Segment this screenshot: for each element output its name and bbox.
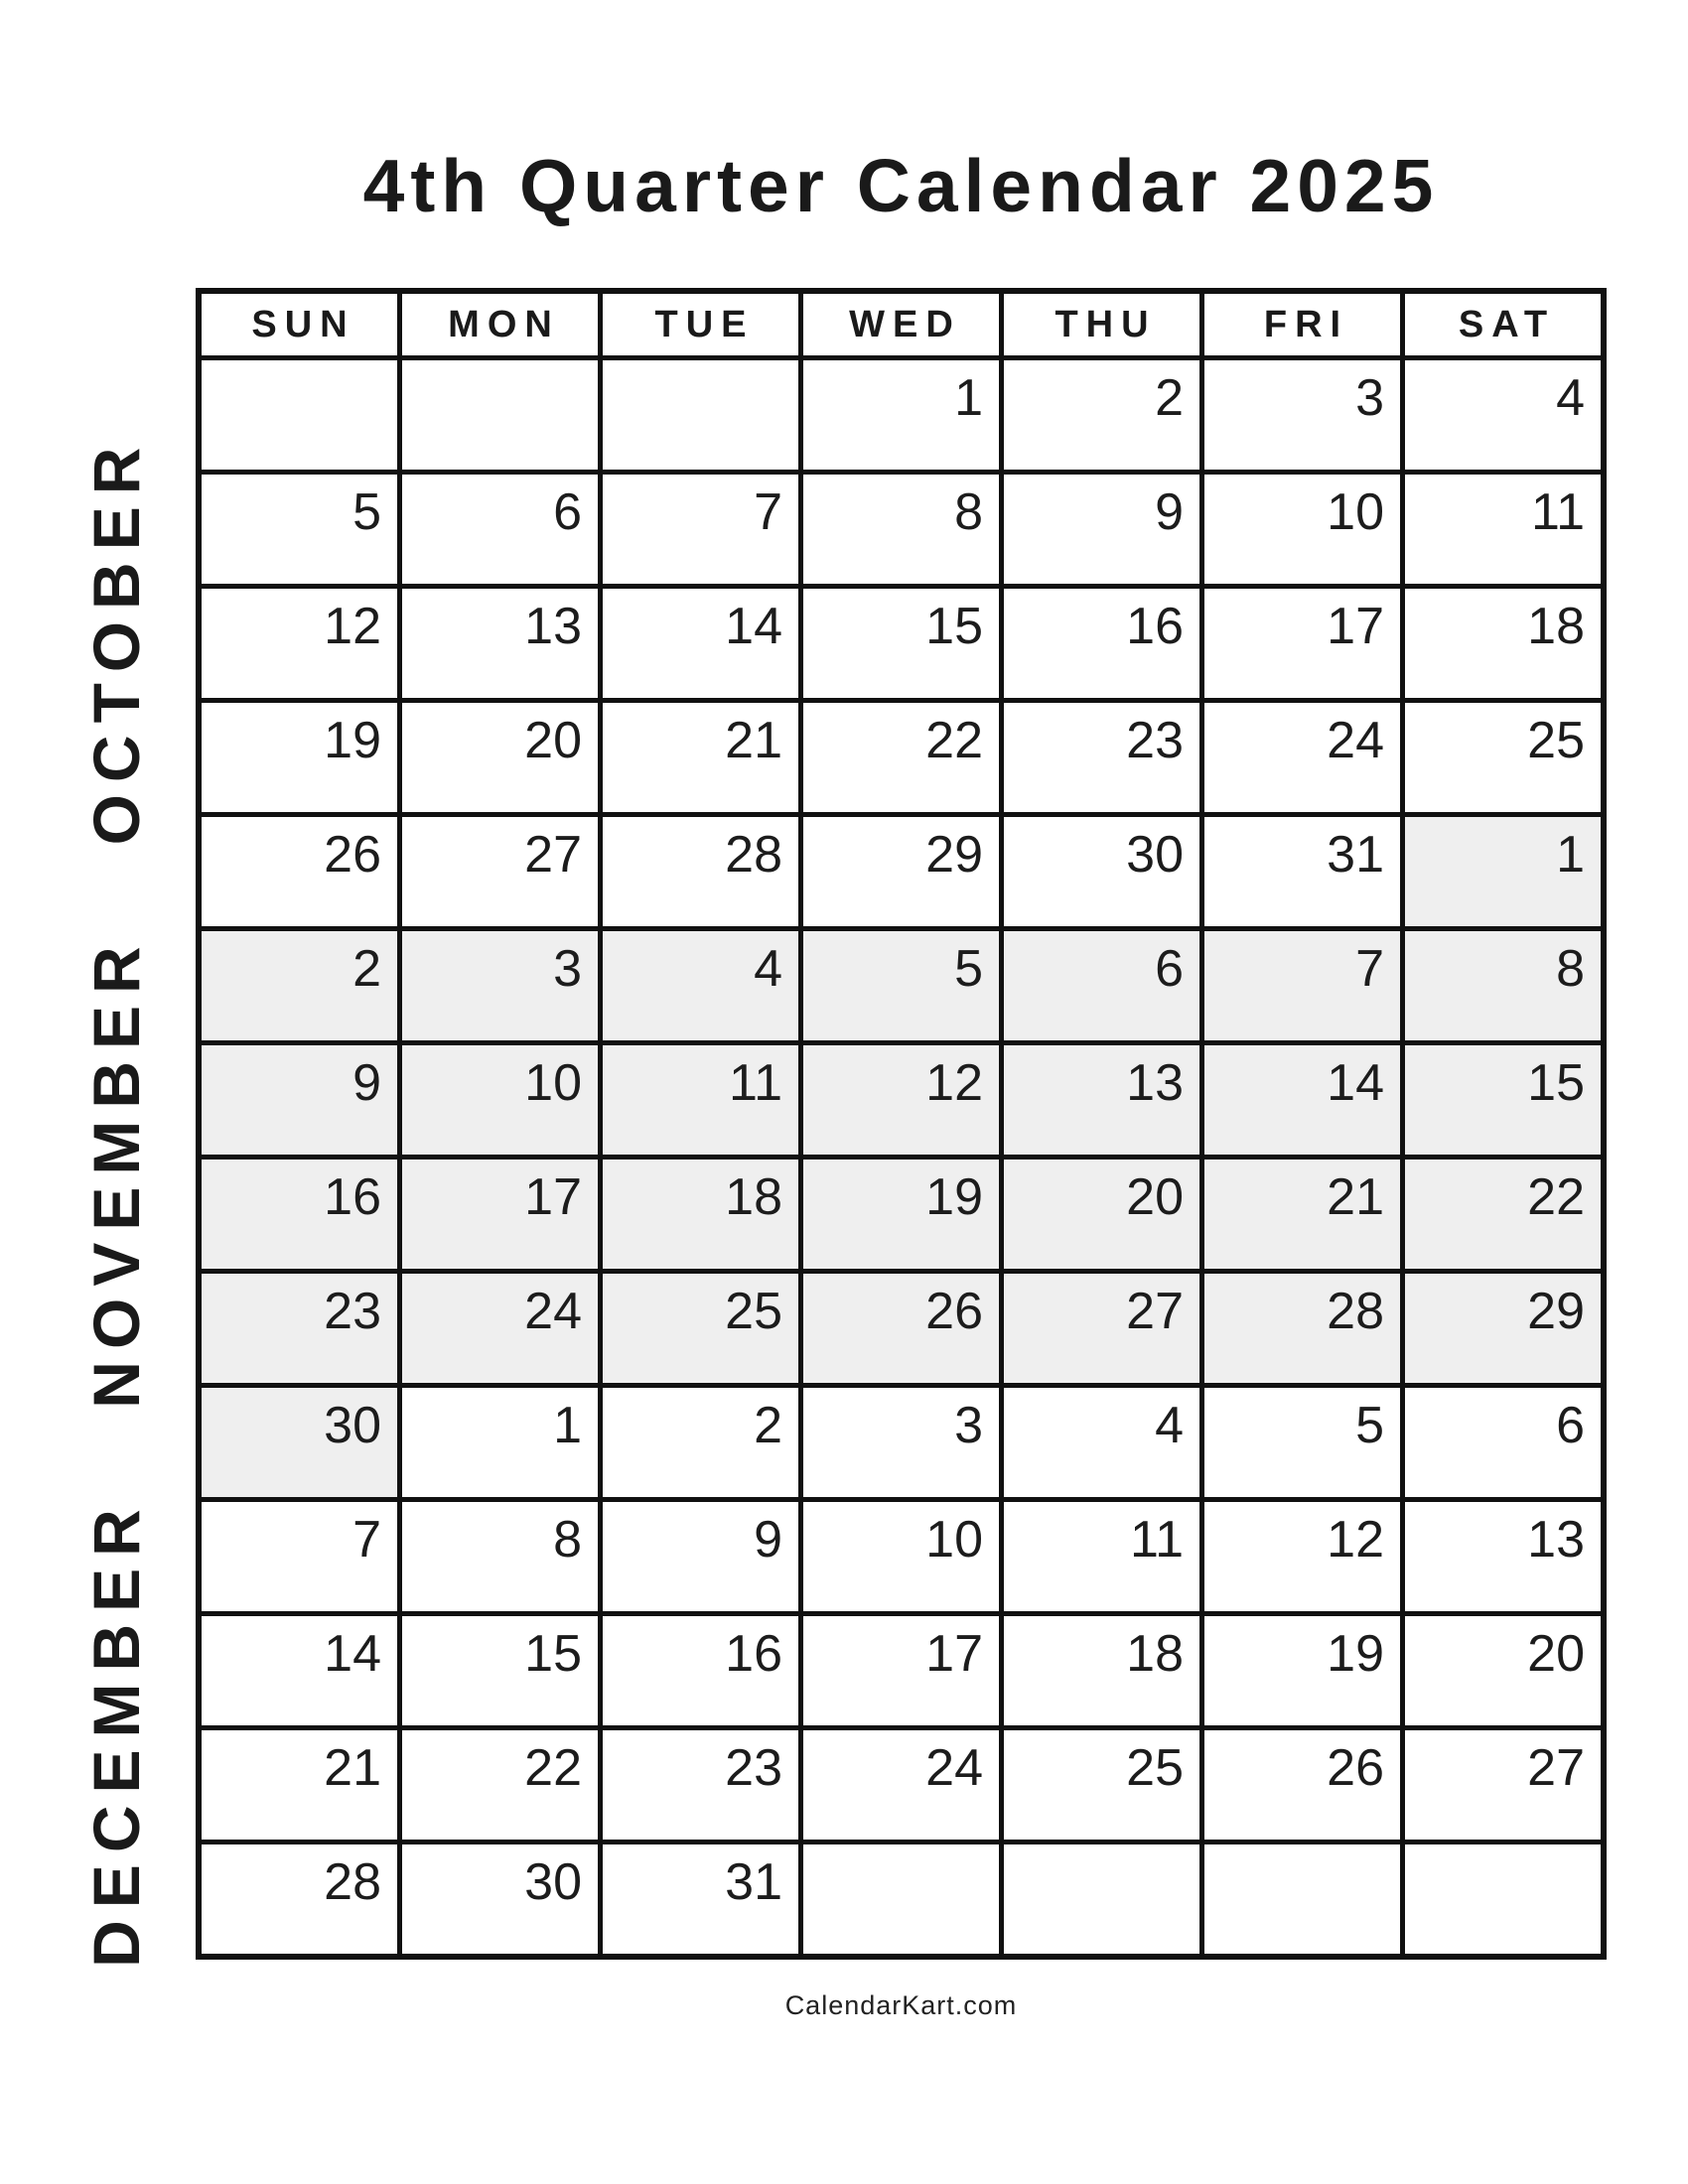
day-number: 1 — [1556, 826, 1585, 884]
calendar-cell — [402, 1730, 598, 1840]
day-number: 29 — [925, 826, 983, 884]
day-number: 30 — [1126, 826, 1184, 884]
calendar-cell — [402, 360, 598, 470]
day-number: 22 — [1527, 1168, 1585, 1226]
calendar-cell — [202, 1502, 397, 1611]
calendar-cell — [402, 1274, 598, 1383]
month-label-november: NOVEMBER — [79, 934, 153, 1409]
calendar-cell — [1204, 1274, 1400, 1383]
day-number: 12 — [925, 1054, 983, 1112]
calendar-cell — [1204, 589, 1400, 698]
day-header-sat: SAT — [1405, 294, 1601, 355]
day-number: 11 — [1130, 1511, 1184, 1569]
day-number: 23 — [725, 1739, 782, 1797]
day-number: 3 — [954, 1397, 983, 1454]
day-number: 4 — [1556, 369, 1585, 427]
calendar-cell — [202, 1388, 397, 1497]
calendar-cell — [1405, 360, 1601, 470]
calendar-cell — [1004, 1502, 1199, 1611]
day-number: 3 — [553, 940, 582, 998]
day-number: 29 — [1527, 1283, 1585, 1340]
calendar-cell — [603, 360, 798, 470]
day-number: 21 — [725, 712, 782, 769]
day-number: 24 — [1327, 712, 1384, 769]
calendar-cell — [1004, 1274, 1199, 1383]
day-number: 9 — [1155, 483, 1184, 541]
calendar-cell — [1004, 1045, 1199, 1155]
calendar-cell — [402, 1844, 598, 1954]
calendar-cell — [1405, 475, 1601, 584]
calendar-cell — [1204, 931, 1400, 1040]
day-number: 9 — [754, 1511, 782, 1569]
calendar-cell — [803, 360, 999, 470]
calendar-grid — [196, 288, 1607, 1960]
day-number: 31 — [1327, 826, 1384, 884]
day-header-tue: TUE — [603, 294, 798, 355]
day-number: 28 — [1327, 1283, 1384, 1340]
calendar-cell — [202, 589, 397, 698]
day-number: 18 — [1126, 1625, 1184, 1683]
day-number: 27 — [1527, 1739, 1585, 1797]
day-number: 7 — [352, 1511, 381, 1569]
calendar-cell — [1004, 703, 1199, 812]
calendar-cell — [1004, 931, 1199, 1040]
calendar-cell — [803, 1730, 999, 1840]
day-number: 9 — [352, 1054, 381, 1112]
calendar-cell — [402, 817, 598, 926]
day-number: 21 — [324, 1739, 381, 1797]
calendar-cell — [402, 703, 598, 812]
calendar-cell — [603, 1844, 798, 1954]
day-number: 2 — [754, 1397, 782, 1454]
day-number: 2 — [1155, 369, 1184, 427]
day-number: 14 — [1327, 1054, 1384, 1112]
day-number: 15 — [524, 1625, 582, 1683]
day-number: 7 — [754, 483, 782, 541]
calendar-cell — [202, 475, 397, 584]
day-number: 13 — [1126, 1054, 1184, 1112]
calendar-cell — [603, 1045, 798, 1155]
day-number: 18 — [725, 1168, 782, 1226]
day-number: 14 — [725, 598, 782, 655]
calendar-cell — [402, 931, 598, 1040]
day-number: 19 — [324, 712, 381, 769]
day-number: 13 — [1527, 1511, 1585, 1569]
day-number: 25 — [1527, 712, 1585, 769]
day-number: 10 — [1327, 483, 1384, 541]
calendar-cell — [603, 589, 798, 698]
day-number: 27 — [1126, 1283, 1184, 1340]
calendar-cell — [1405, 703, 1601, 812]
day-number: 12 — [324, 598, 381, 655]
calendar-cell — [803, 817, 999, 926]
calendar-cell — [202, 1616, 397, 1725]
calendar-cell — [1204, 703, 1400, 812]
calendar-cell — [1204, 1844, 1400, 1954]
calendar-cell — [202, 1160, 397, 1269]
day-number: 30 — [524, 1853, 582, 1911]
calendar-cell — [803, 1160, 999, 1269]
calendar-cell — [1405, 1045, 1601, 1155]
day-number: 16 — [725, 1625, 782, 1683]
day-number: 17 — [925, 1625, 983, 1683]
day-number: 21 — [1327, 1168, 1384, 1226]
day-number: 22 — [524, 1739, 582, 1797]
calendar-cell — [1405, 1388, 1601, 1497]
calendar-cell — [1004, 589, 1199, 698]
day-number: 16 — [324, 1168, 381, 1226]
calendar-cell — [1405, 1616, 1601, 1725]
day-header-mon: MON — [402, 294, 598, 355]
day-number: 30 — [324, 1397, 381, 1454]
calendar-cell — [603, 1274, 798, 1383]
day-number: 18 — [1527, 598, 1585, 655]
calendar-cell — [803, 931, 999, 1040]
calendar-cell — [803, 1616, 999, 1725]
calendar-cell — [1405, 1502, 1601, 1611]
day-number: 17 — [1327, 598, 1384, 655]
day-number: 6 — [1155, 940, 1184, 998]
calendar-cell — [603, 475, 798, 584]
day-number: 5 — [1355, 1397, 1384, 1454]
calendar-cell — [402, 1045, 598, 1155]
day-number: 24 — [925, 1739, 983, 1797]
calendar-cell — [1405, 1160, 1601, 1269]
page-title: 4th Quarter Calendar 2025 — [362, 144, 1440, 227]
calendar-cell — [202, 1045, 397, 1155]
calendar-cell — [1204, 1730, 1400, 1840]
calendar-cell — [202, 1730, 397, 1840]
calendar-cell — [803, 1844, 999, 1954]
day-number: 2 — [352, 940, 381, 998]
calendar-cell — [603, 1730, 798, 1840]
day-number: 6 — [1556, 1397, 1585, 1454]
day-number: 8 — [553, 1511, 582, 1569]
calendar-cell — [202, 1844, 397, 1954]
day-number: 19 — [925, 1168, 983, 1226]
day-number: 13 — [524, 598, 582, 655]
calendar-cell — [803, 1502, 999, 1611]
calendar-cell — [803, 1388, 999, 1497]
day-number: 26 — [925, 1283, 983, 1340]
day-number: 6 — [553, 483, 582, 541]
day-number: 20 — [1527, 1625, 1585, 1683]
calendar-cell — [1204, 817, 1400, 926]
day-header-fri: FRI — [1204, 294, 1400, 355]
calendar-cell — [1004, 475, 1199, 584]
calendar-cell — [603, 1616, 798, 1725]
day-header-wed: WED — [803, 294, 999, 355]
day-number: 8 — [1556, 940, 1585, 998]
day-header-sun: SUN — [202, 294, 397, 355]
day-number: 22 — [925, 712, 983, 769]
day-number: 25 — [1126, 1739, 1184, 1797]
day-number: 11 — [1531, 483, 1585, 541]
calendar-cell — [402, 1502, 598, 1611]
month-label-october: OCTOBER — [79, 435, 153, 846]
calendar-cell — [402, 589, 598, 698]
calendar-cell — [803, 1274, 999, 1383]
calendar-cell — [1004, 1844, 1199, 1954]
calendar-cell — [1405, 931, 1601, 1040]
day-number: 24 — [524, 1283, 582, 1340]
calendar-cell — [1405, 1730, 1601, 1840]
day-number: 26 — [1327, 1739, 1384, 1797]
calendar-cell — [1405, 817, 1601, 926]
calendar-cell — [1204, 1616, 1400, 1725]
calendar-cell — [202, 1274, 397, 1383]
calendar-cell — [1405, 589, 1601, 698]
day-number: 12 — [1327, 1511, 1384, 1569]
day-number: 15 — [925, 598, 983, 655]
calendar-cell — [1004, 1616, 1199, 1725]
day-number: 4 — [1155, 1397, 1184, 1454]
month-label-december: DECEMBER — [79, 1497, 153, 1968]
day-number: 11 — [729, 1054, 782, 1112]
day-number: 25 — [725, 1283, 782, 1340]
calendar-cell — [1204, 1502, 1400, 1611]
day-number: 1 — [553, 1397, 582, 1454]
calendar-cell — [1204, 1160, 1400, 1269]
calendar-cell — [402, 1388, 598, 1497]
day-number: 26 — [324, 826, 381, 884]
calendar-cell — [803, 475, 999, 584]
day-number: 20 — [1126, 1168, 1184, 1226]
calendar-cell — [202, 703, 397, 812]
day-number: 20 — [524, 712, 582, 769]
calendar-cell — [603, 1388, 798, 1497]
day-number: 16 — [1126, 598, 1184, 655]
day-number: 27 — [524, 826, 582, 884]
calendar-cell — [202, 360, 397, 470]
calendar-cell — [603, 1502, 798, 1611]
day-number: 17 — [524, 1168, 582, 1226]
calendar-cell — [1004, 817, 1199, 926]
calendar-cell — [1204, 1045, 1400, 1155]
calendar-cell — [402, 1160, 598, 1269]
calendar-cell — [603, 817, 798, 926]
day-header-thu: THU — [1004, 294, 1199, 355]
calendar-cell — [1004, 1388, 1199, 1497]
footer-site-name: CalendarKart.com — [784, 1990, 1018, 2020]
calendar-cell — [603, 703, 798, 812]
day-number: 23 — [324, 1283, 381, 1340]
day-number: 19 — [1327, 1625, 1384, 1683]
day-number: 3 — [1355, 369, 1384, 427]
calendar-cell — [803, 1045, 999, 1155]
calendar-cell — [1204, 1388, 1400, 1497]
calendar-cell — [402, 475, 598, 584]
day-number: 1 — [954, 369, 983, 427]
calendar-cell — [1405, 1844, 1601, 1954]
calendar-cell — [1204, 360, 1400, 470]
calendar-cell — [603, 931, 798, 1040]
day-number: 28 — [725, 826, 782, 884]
day-number: 4 — [754, 940, 782, 998]
calendar-cell — [402, 1616, 598, 1725]
calendar-cell — [202, 817, 397, 926]
day-number: 7 — [1355, 940, 1384, 998]
calendar-cell — [202, 931, 397, 1040]
calendar-cell — [803, 703, 999, 812]
day-number: 8 — [954, 483, 983, 541]
day-number: 31 — [725, 1853, 782, 1911]
day-number: 23 — [1126, 712, 1184, 769]
day-number: 15 — [1527, 1054, 1585, 1112]
calendar-cell — [1405, 1274, 1601, 1383]
day-number: 10 — [925, 1511, 983, 1569]
calendar-cell — [1004, 360, 1199, 470]
day-number: 14 — [324, 1625, 381, 1683]
calendar-cell — [1004, 1730, 1199, 1840]
calendar-cell — [803, 589, 999, 698]
calendar-cell — [603, 1160, 798, 1269]
calendar-cell — [1004, 1160, 1199, 1269]
day-number: 5 — [352, 483, 381, 541]
day-number: 28 — [324, 1853, 381, 1911]
day-number: 10 — [524, 1054, 582, 1112]
calendar-cell — [1204, 475, 1400, 584]
day-number: 5 — [954, 940, 983, 998]
